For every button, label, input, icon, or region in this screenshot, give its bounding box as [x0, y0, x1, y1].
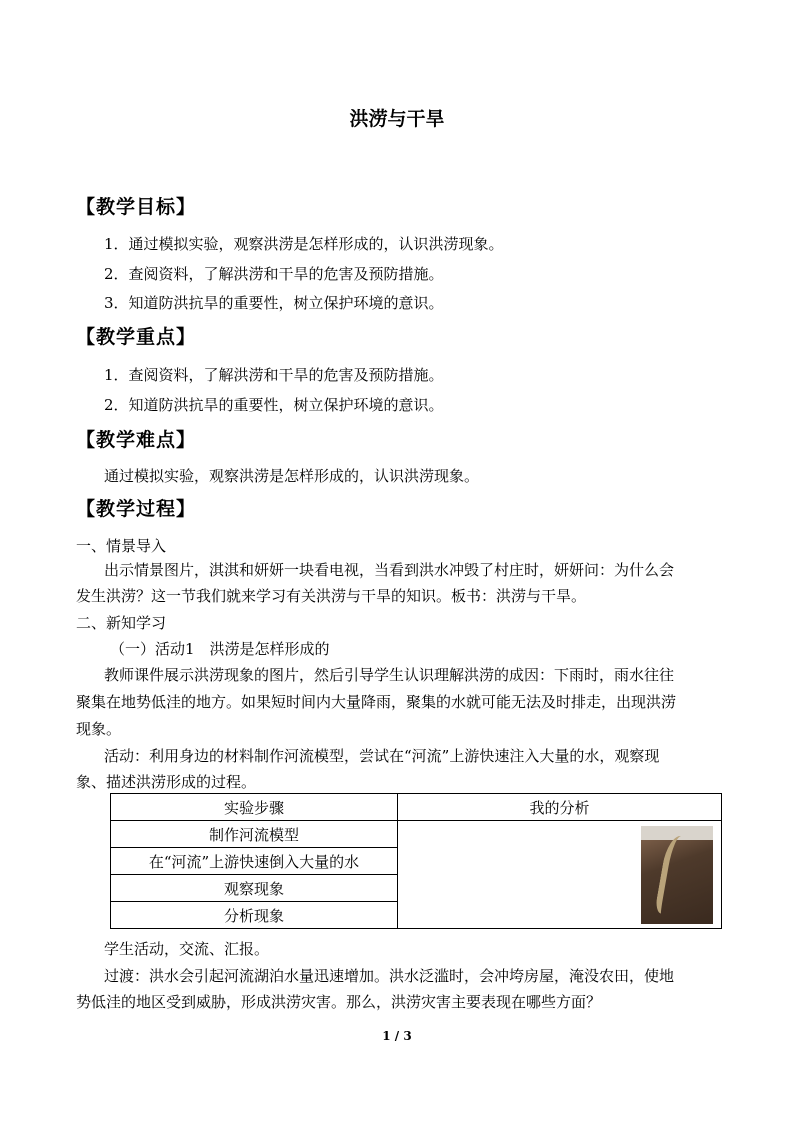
goal-item: 3．知道防洪抗旱的重要性，树立保护环境的意识。 [104, 294, 444, 312]
part1-title: 一、情景导入 [76, 537, 167, 555]
page-number: 1 / 3 [382, 1029, 412, 1043]
transition-text-cont: 势低洼的地区受到威胁，形成洪涝灾害。那么，洪涝灾害主要表现在哪些方面？ [76, 993, 602, 1011]
part1-text-cont: 发生洪涝？这一节我们就来学习有关洪涝与干旱的知识。板书：洪涝与干旱。 [76, 587, 587, 605]
teacher-text-cont: 聚集在地势低洼的地方。如果短时间内大量降雨，聚集的水就可能无法及时排走，出现洪涝 [76, 693, 677, 711]
activity-title: （一）活动1 洪涝是怎样形成的 [110, 640, 330, 658]
table-cell-analysis [398, 821, 722, 929]
page-title: 洪涝与干旱 [349, 108, 445, 130]
transition-text: 过渡：洪水会引起河流湖泊水量迅速增加。洪水泛滥时，会冲垮房屋，淹没农田，使地 [104, 967, 675, 985]
activity-text-cont: 象、描述洪涝形成的过程。 [76, 773, 257, 791]
table-cell-step: 制作河流模型 [111, 821, 398, 848]
heading-difficulties: 【教学难点】 [76, 429, 197, 451]
experiment-table [110, 793, 722, 929]
difficulty-text: 通过模拟实验，观察洪涝是怎样形成的，认识洪涝现象。 [104, 467, 480, 485]
part1-text: 出示情景图片，淇淇和妍妍一块看电视，当看到洪水冲毁了村庄时，妍妍问：为什么会 [104, 561, 675, 579]
activity-text: 活动：利用身边的材料制作河流模型，尝试在“河流”上游快速注入大量的水，观察现 [104, 747, 660, 765]
teacher-text-end: 现象。 [76, 720, 122, 738]
heading-process: 【教学过程】 [76, 498, 197, 520]
table-cell-step: 分析现象 [111, 902, 398, 929]
river-model-photo [641, 826, 713, 924]
key-point-item: 1．查阅资料，了解洪涝和干旱的危害及预防措施。 [104, 366, 444, 384]
table-header-steps: 实验步骤 [111, 794, 398, 821]
table-cell-step: 观察现象 [111, 875, 398, 902]
heading-key-points: 【教学重点】 [76, 326, 197, 348]
photo-river [654, 833, 701, 918]
table-header-analysis: 我的分析 [398, 794, 722, 821]
table-cell-step: 在“河流”上游快速倒入大量的水 [111, 848, 398, 875]
teacher-text: 教师课件展示洪涝现象的图片，然后引导学生认识理解洪涝的成因：下雨时，雨水往往 [104, 666, 675, 684]
table-header-row [111, 794, 722, 821]
goal-item: 2．查阅资料，了解洪涝和干旱的危害及预防措施。 [104, 265, 444, 283]
part2-title: 二、新知学习 [76, 614, 167, 632]
goal-item: 1．通过模拟实验，观察洪涝是怎样形成的，认识洪涝现象。 [104, 235, 504, 253]
table-row [111, 821, 722, 848]
key-point-item: 2．知道防洪抗旱的重要性，树立保护环境的意识。 [104, 396, 444, 414]
student-activity: 学生活动，交流、汇报。 [104, 940, 270, 958]
heading-goals: 【教学目标】 [76, 196, 197, 218]
